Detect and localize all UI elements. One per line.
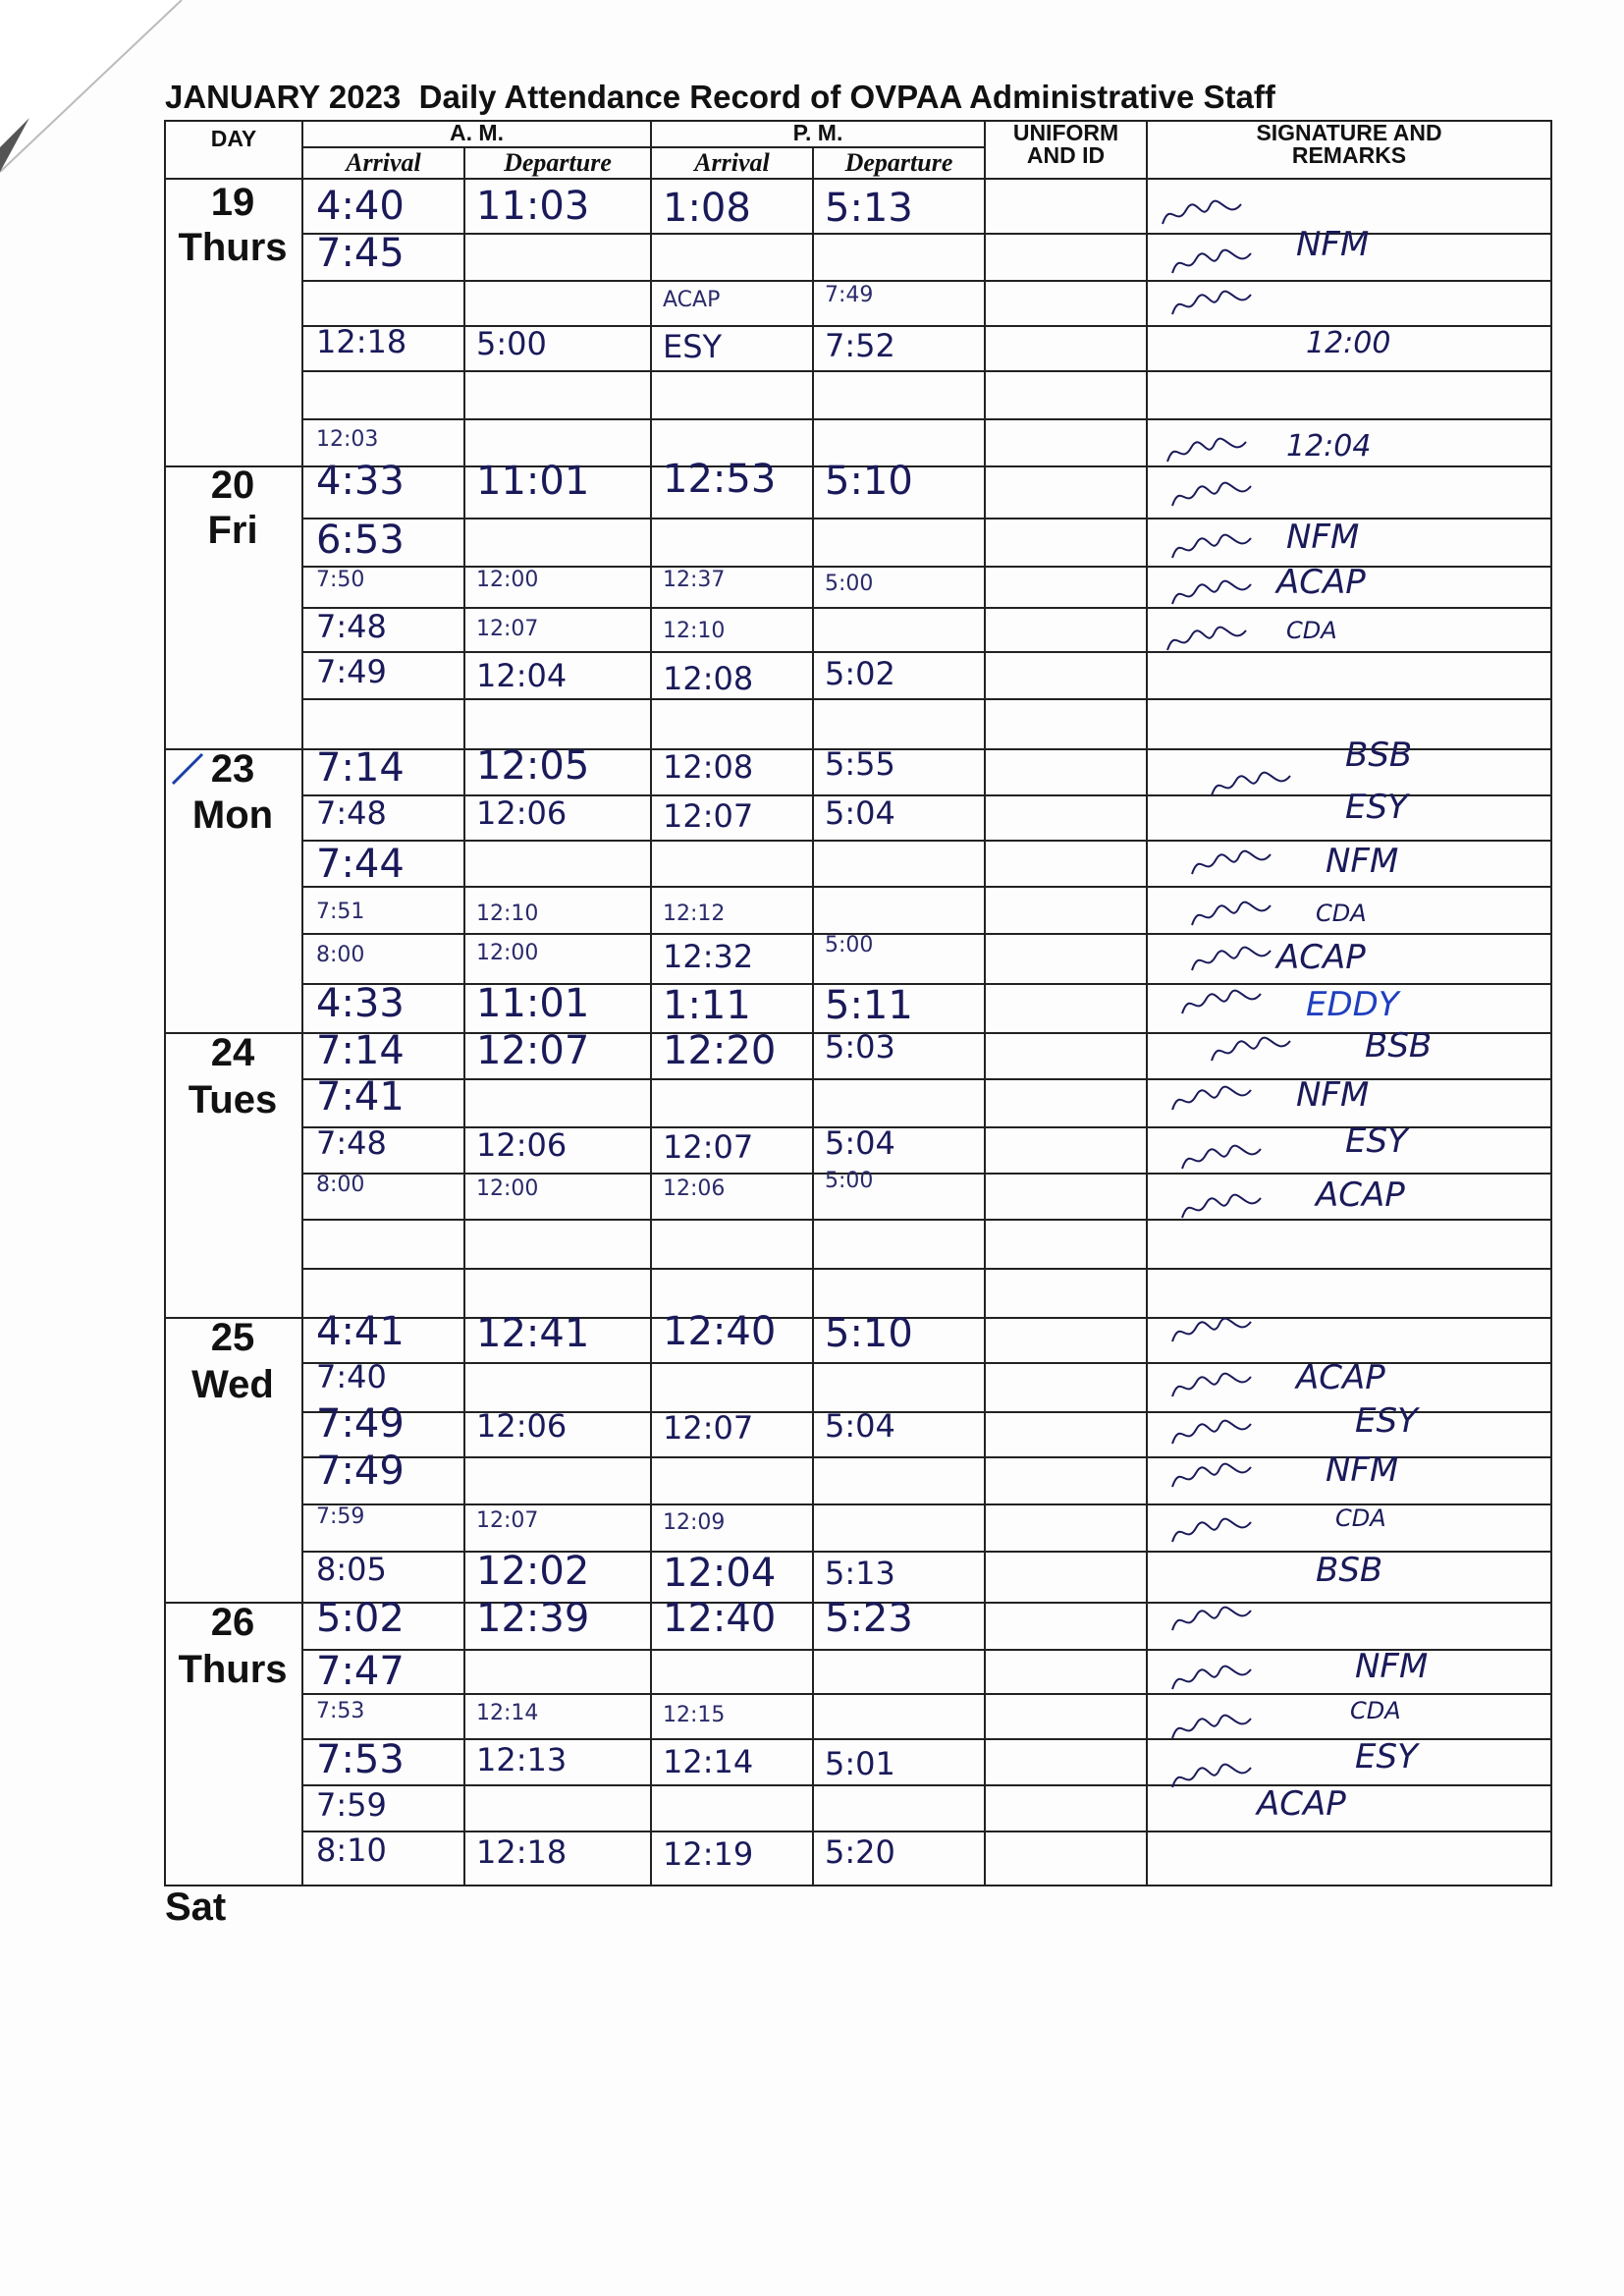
time-entry: 5:13 (825, 1555, 895, 1592)
remark-initials: ACAP (1276, 563, 1366, 602)
time-entry: 12:40 (663, 1596, 777, 1641)
remark-initials: BSB (1365, 1026, 1433, 1066)
check-mark-icon (169, 748, 208, 788)
time-entry: 12:07 (663, 797, 754, 835)
day-number-23: 23 (210, 747, 255, 791)
signature-scribble (1168, 1080, 1257, 1120)
signature-scribble (1168, 528, 1257, 568)
header-signature-line2: REMARKS (1291, 142, 1407, 168)
time-entry: 5:00 (476, 325, 547, 362)
signature-scribble (1188, 941, 1276, 980)
time-entry: 11:01 (476, 981, 590, 1026)
signature-scribble (1168, 1367, 1257, 1406)
time-entry: 7:53 (316, 1699, 365, 1723)
time-entry: 12:07 (663, 1409, 754, 1447)
time-entry: 5:03 (825, 1028, 895, 1066)
time-entry: 8:10 (316, 1831, 387, 1869)
time-entry: 11:01 (476, 459, 590, 504)
header-am-arrival: Arrival (346, 148, 421, 177)
time-entry: 12:15 (663, 1703, 726, 1727)
time-entry: 12:20 (663, 1028, 777, 1073)
day-number-26: 26 (210, 1601, 255, 1644)
time-entry: 12:12 (663, 902, 726, 926)
day-number-24: 24 (210, 1031, 255, 1074)
time-entry: 7:49 (316, 1449, 405, 1494)
time-entry: 7:44 (316, 842, 405, 887)
time-entry: 12:06 (476, 1126, 568, 1164)
page-title: JANUARY 2023 Daily Attendance Record of OVPAA Administrative Staff (165, 79, 1275, 115)
time-entry: 12:13 (476, 1741, 568, 1778)
header-day: DAY (210, 126, 257, 151)
time-entry: 5:00 (825, 1169, 874, 1193)
header-am-departure: Departure (504, 148, 612, 177)
remark-initials: EDDY (1306, 985, 1399, 1024)
signature-scribble (1168, 285, 1257, 324)
time-entry: 7:48 (316, 608, 387, 645)
time-entry: 5:02 (316, 1596, 405, 1641)
signature-scribble (1168, 476, 1257, 516)
time-entry: 7:49 (825, 283, 874, 307)
time-entry: 5:10 (825, 459, 913, 504)
remark-initials: ESY (1355, 1401, 1418, 1441)
header-uniform-line2: AND ID (1026, 142, 1106, 168)
time-entry: 5:01 (825, 1745, 895, 1782)
signature-scribble (1168, 1414, 1257, 1453)
time-entry: 5:10 (825, 1311, 913, 1356)
remark-initials: BSB (1345, 736, 1413, 775)
day-name-26: Thurs (178, 1648, 288, 1691)
time-entry: 12:00 (476, 941, 539, 965)
time-entry: 5:00 (825, 933, 874, 957)
time-entry: 12:04 (476, 657, 568, 694)
remark-initials: ACAP (1257, 1784, 1346, 1824)
remark-initials: CDA (1335, 1504, 1386, 1532)
time-entry: 12:06 (476, 1407, 568, 1445)
day-number-20: 20 (210, 464, 255, 507)
time-entry: 12:53 (663, 457, 777, 502)
signature-scribble (1168, 574, 1257, 614)
day-name-23: Mon (191, 793, 274, 837)
time-entry: 7:53 (316, 1737, 405, 1782)
time-entry: 12:14 (663, 1743, 754, 1780)
time-entry: 5:20 (825, 1833, 895, 1871)
header-uniform-line1: UNIFORM (1012, 120, 1119, 145)
header-pm-departure: Departure (844, 148, 953, 177)
remark-initials: CDA (1286, 617, 1337, 644)
time-entry: 5:11 (825, 983, 913, 1028)
remark-initials: NFM (1296, 225, 1370, 264)
time-entry: 12:07 (476, 617, 539, 641)
signature-scribble (1168, 244, 1257, 283)
time-entry: 12:05 (476, 743, 590, 789)
time-entry: 7:48 (316, 794, 387, 832)
signature-scribble (1178, 1139, 1267, 1178)
signature-scribble (1168, 1457, 1257, 1497)
signature-scribble (1164, 432, 1252, 471)
time-entry: 12:37 (663, 568, 726, 592)
time-entry: 12:04 (663, 1551, 777, 1596)
day-name-24: Tues (188, 1078, 278, 1121)
time-entry: 11:03 (476, 184, 590, 229)
remark-initials: NFM (1355, 1647, 1429, 1686)
signature-scribble (1168, 1512, 1257, 1552)
time-entry: 12:41 (476, 1311, 590, 1356)
time-entry: 12:02 (476, 1549, 590, 1594)
time-entry: 12:07 (663, 1128, 754, 1166)
time-entry: 5:23 (825, 1596, 913, 1641)
remark-initials: ACAP (1296, 1358, 1385, 1397)
remark-initials: ESY (1345, 1121, 1408, 1161)
time-entry: 5:02 (825, 655, 895, 692)
time-entry: 12:39 (476, 1596, 590, 1641)
remark-initials: CDA (1316, 900, 1367, 927)
header-signature-line1: SIGNATURE AND (1256, 120, 1442, 145)
remark-initials: CDA (1350, 1697, 1401, 1724)
remark-initials: NFM (1286, 518, 1360, 557)
time-entry: 5:13 (825, 186, 913, 231)
time-entry: 5:04 (825, 1407, 895, 1445)
signature-scribble (1168, 1758, 1257, 1797)
time-entry: 7:50 (316, 568, 365, 592)
time-entry: 4:41 (316, 1309, 405, 1354)
remark-initials: ESY (1345, 788, 1408, 827)
remark-initials: ESY (1355, 1737, 1418, 1777)
time-entry: 7:59 (316, 1504, 365, 1529)
time-entry: 4:40 (316, 184, 405, 229)
time-entry: 1:08 (663, 186, 751, 231)
time-entry: 7:14 (316, 745, 405, 791)
signature-scribble (1178, 984, 1267, 1023)
time-entry: 12:03 (316, 427, 379, 452)
time-entry: 7:41 (316, 1074, 405, 1120)
time-entry: 12:08 (663, 748, 754, 786)
remark-initials: 12:00 (1306, 326, 1391, 360)
time-entry: 12:08 (663, 660, 754, 697)
time-entry: 12:07 (476, 1028, 590, 1073)
time-entry: 12:10 (476, 902, 539, 926)
time-entry: 12:06 (476, 794, 568, 832)
remark-initials: NFM (1326, 1450, 1399, 1490)
time-entry: 5:55 (825, 745, 895, 783)
signature-scribble (1168, 1660, 1257, 1699)
time-entry: 12:40 (663, 1309, 777, 1354)
day-name-19: Thurs (178, 226, 288, 269)
time-entry: 12:07 (476, 1508, 539, 1533)
signature-scribble (1164, 621, 1252, 660)
time-entry: ESY (663, 328, 723, 365)
signature-scribble (1168, 1709, 1257, 1748)
day-number-25: 25 (210, 1316, 255, 1359)
time-entry: 7:51 (316, 900, 365, 924)
time-entry: 12:09 (663, 1510, 726, 1535)
time-entry: 12:32 (663, 938, 754, 975)
remark-initials: ACAP (1316, 1175, 1405, 1215)
remark-initials: ACAP (1276, 938, 1366, 977)
time-entry: 8:00 (316, 1173, 365, 1197)
time-entry: 12:06 (663, 1176, 726, 1201)
time-entry: 4:33 (316, 459, 405, 504)
time-entry: 7:14 (316, 1028, 405, 1073)
signature-scribble (1159, 194, 1247, 234)
time-entry: 12:18 (316, 323, 407, 360)
header-signature (1147, 122, 1551, 167)
remark-initials: 12:04 (1286, 429, 1372, 464)
time-entry: 12:18 (476, 1833, 568, 1871)
time-entry: 7:52 (825, 327, 895, 364)
time-entry: 12:14 (476, 1701, 539, 1725)
remark-initials: NFM (1296, 1075, 1370, 1115)
signature-scribble (1188, 845, 1276, 884)
signature-scribble (1168, 1601, 1257, 1640)
header-pm: P. M. (792, 120, 843, 145)
signature-scribble (1168, 1312, 1257, 1351)
signature-scribble (1188, 896, 1276, 935)
time-entry: 7:47 (316, 1649, 405, 1694)
time-entry: 7:49 (316, 653, 387, 690)
remark-initials: NFM (1326, 842, 1399, 881)
time-entry: 12:00 (476, 568, 539, 592)
header-am: A. M. (450, 120, 504, 145)
footer-day-sat: Sat (165, 1886, 227, 1929)
time-entry: 12:19 (663, 1835, 754, 1873)
time-entry: ACAP (663, 288, 721, 312)
header-uniform (985, 122, 1147, 167)
day-number-19: 19 (210, 181, 255, 224)
time-entry: 8:00 (316, 943, 365, 967)
time-entry: 7:59 (316, 1786, 387, 1824)
time-entry: 7:49 (316, 1401, 405, 1447)
time-entry: 12:00 (476, 1176, 539, 1201)
time-entry: 5:04 (825, 794, 895, 832)
time-entry: 8:05 (316, 1551, 387, 1588)
time-entry: 7:48 (316, 1124, 387, 1162)
time-entry: 12:10 (663, 619, 726, 643)
day-name-25: Wed (191, 1363, 274, 1406)
header-pm-arrival: Arrival (694, 148, 770, 177)
time-entry: 7:40 (316, 1358, 387, 1395)
signature-scribble (1208, 766, 1296, 805)
time-entry: 6:53 (316, 518, 405, 563)
time-entry: 5:04 (825, 1124, 895, 1162)
time-entry: 4:33 (316, 981, 405, 1026)
signature-scribble (1208, 1031, 1296, 1070)
time-entry: 7:45 (316, 231, 405, 276)
time-entry: 5:00 (825, 572, 874, 596)
signature-scribble (1178, 1188, 1267, 1228)
day-name-20: Fri (207, 509, 258, 552)
time-entry: 1:11 (663, 983, 751, 1028)
remark-initials: BSB (1316, 1551, 1383, 1590)
